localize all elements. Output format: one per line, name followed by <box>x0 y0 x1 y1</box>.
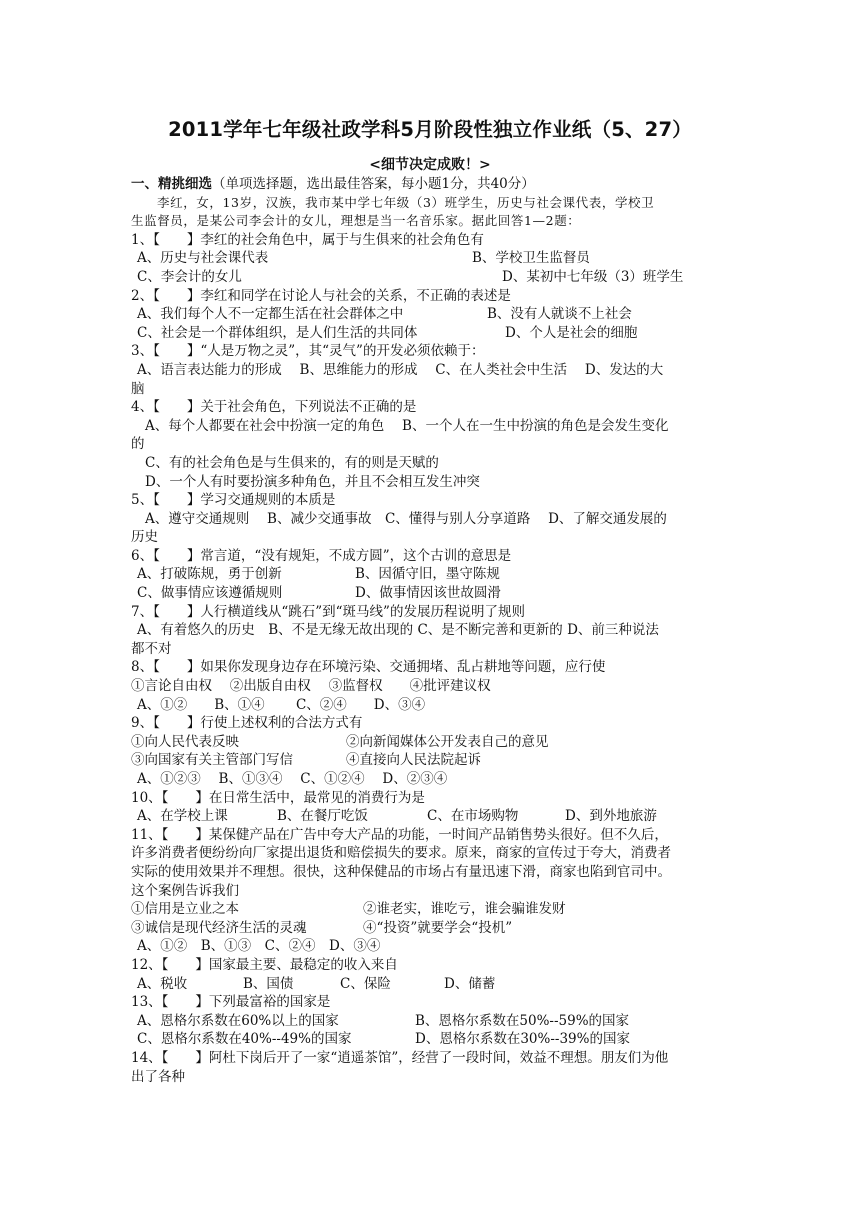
question-stem: 13、【 】下列最富裕的国家是 <box>131 994 331 1011</box>
question-stem: 8、【 】如果你发现身边存在环境污染、交通拥堵、乱占耕地等问题，应行使 <box>131 659 606 676</box>
intro-line: 生监督员，是某公司李会计的女儿，理想是当一名音乐家。据此回答1—2题： <box>131 213 581 229</box>
motto: <细节决定成败！> <box>369 157 491 173</box>
question-stem: 9、【 】行使上述权利的合法方式有 <box>131 715 363 732</box>
option: A、税收 <box>137 975 188 992</box>
question-stem: 3、【 】“人是万物之灵”，其“灵气”的开发必须依赖于： <box>131 343 485 360</box>
section-instructions: （单项选择题，选出最佳答案，每小题1分，共40分） <box>212 176 535 192</box>
option-row: A、①②③ B、①③④ C、①②④ D、②③④ <box>137 771 448 787</box>
option: C、恩格尔系数在40%--49%的国家 <box>137 1031 352 1048</box>
option-row: A、①② B、①④ C、②④ D、③④ <box>137 696 426 713</box>
question-stem: 2、【 】李红和同学在讨论人与社会的关系，不正确的表述是 <box>131 287 511 304</box>
option: C、社会是一个群体组织，是人们生活的共同体 <box>137 324 418 341</box>
question-stem: 4、【 】关于社会角色，下列说法不正确的是 <box>131 399 417 416</box>
option-row: D、一个人有时要扮演多种角色，并且不会相互发生冲突 <box>145 473 480 490</box>
option: D、个人是社会的细胞 <box>505 324 638 341</box>
statement-row <box>131 919 731 938</box>
statement: ④“投资”就要学会“投机” <box>363 919 513 936</box>
option: A、我们每个人不一定都生活在社会群体之中 <box>137 306 404 323</box>
option: B、学校卫生监督员 <box>472 250 590 267</box>
statement: ③诚信是现代经济生活的灵魂 <box>131 919 307 936</box>
question-text: 许多消费者便纷纷向厂家提出退货和赔偿损失的要求。原来，商家的宣传过于夸大，消费者 <box>131 845 671 862</box>
question-stem: 14、【 】阿杜下岗后开了一家“逍遥茶馆”，经营了一段时间，效益不理想。朋友们为他 <box>131 1049 669 1066</box>
question-stem: 6、【 】常言道，“没有规矩，不成方圆”，这个古训的意思是 <box>131 547 512 564</box>
option-row: A、每个人都要在社会中扮演一定的角色 B、一个人在一生中扮演的角色是会发生变化 <box>145 417 669 434</box>
question-stem: 7、【 】人行横道线从“跳石”到“斑马线”的发展历程说明了规则 <box>131 603 525 620</box>
statement: ①向人民代表反映 <box>131 733 239 750</box>
option-row <box>131 324 731 343</box>
option-row: 历史 <box>131 529 158 546</box>
statement: ③向国家有关主管部门写信 <box>131 752 293 769</box>
option-row <box>131 584 731 603</box>
option-row: 的 <box>131 436 145 453</box>
option: C、在市场购物 <box>427 808 519 825</box>
option-row <box>131 249 731 268</box>
option: D、做事情因该世故圆滑 <box>355 585 501 602</box>
option: C、做事情应该遵循规则 <box>137 585 283 602</box>
option-row: C、有的社会角色是与生俱来的，有的则是天赋的 <box>145 454 439 471</box>
question-stem: 11、【 】某保健产品在广告中夸大产品的功能，一时间产品销售势头很好。但不久后， <box>131 826 668 843</box>
statement: ④直接向人民法院起诉 <box>346 752 481 769</box>
option: D、储蓄 <box>444 975 496 992</box>
option-row <box>131 807 731 826</box>
option-row <box>131 305 731 324</box>
option: A、打破陈规，勇于创新 <box>137 566 282 583</box>
statement-row <box>131 751 731 770</box>
page-title: 2011学年七年级社政学科5月阶段性独立作业纸（5、27） <box>168 118 692 141</box>
option: B、恩格尔系数在50%--59%的国家 <box>415 1012 630 1029</box>
option: B、没有人就谈不上社会 <box>487 306 632 323</box>
option-row: A、语言表达能力的形成 B、思维能力的形成 C、在人类社会中生活 D、发达的大 <box>137 361 664 378</box>
option-row: A、有着悠久的历史 B、不是无缘无故出现的 C、是不断完善和更新的 D、前三种说法 <box>137 622 659 639</box>
option-row <box>131 975 731 994</box>
option: A、在学校上课 <box>137 808 228 825</box>
option: B、因循守旧，墨守陈规 <box>355 566 500 583</box>
option: D、某初中七年级（3）班学生 <box>502 268 684 285</box>
option: D、到外地旅游 <box>565 808 657 825</box>
option: D、恩格尔系数在30%--39%的国家 <box>415 1031 630 1048</box>
option: A、历史与社会课代表 <box>137 250 269 267</box>
question-stem: 12、【 】国家最主要、最稳定的收入来自 <box>131 956 398 973</box>
option: C、保险 <box>340 975 391 992</box>
question-stem: 1、【 】李红的社会角色中，属于与生俱来的社会角色有 <box>131 231 484 248</box>
question-stem: 5、【 】学习交通规则的本质是 <box>131 492 336 509</box>
option-row: A、遵守交通规则 B、减少交通事故 C、懂得与别人分享道路 D、了解交通发展的 <box>145 510 667 527</box>
option: B、在餐厅吃饭 <box>277 808 368 825</box>
statement: ①信用是立业之本 <box>131 901 239 918</box>
document-body <box>131 175 731 1086</box>
option-row <box>131 1030 731 1049</box>
option-row <box>131 565 731 584</box>
option: C、李会计的女儿 <box>137 268 242 285</box>
option-row <box>131 1012 731 1031</box>
statement: ②谁老实，谁吃亏，谁会骗谁发财 <box>363 901 566 918</box>
intro-line: 李红，女，13岁，汉族，我市某中学七年级（3）班学生，历史与社会课代表，学校卫 <box>157 194 655 210</box>
statement-row <box>131 900 731 919</box>
question-text: 这个案例告诉我们 <box>131 882 239 899</box>
option-row: 都不对 <box>131 640 172 657</box>
question-stem: 10、【 】在日常生活中，最常见的消费行为是 <box>131 789 425 806</box>
option: A、恩格尔系数在60%以上的国家 <box>137 1012 339 1029</box>
statement: ②向新闻媒体公开发表自己的意见 <box>346 733 549 750</box>
question-text: 出了各种 <box>131 1068 185 1085</box>
statement-row <box>131 733 731 752</box>
section-title: 一、精挑细选 <box>131 176 212 192</box>
option-row <box>131 268 731 287</box>
option: B、国债 <box>243 975 294 992</box>
section-heading <box>131 175 731 194</box>
question-text: 实际的使用效果并不理想。很快，这种保健品的市场占有量迅速下滑，商家也陷到官司中。 <box>131 863 671 880</box>
statement-row: ①言论自由权 ②出版自由权 ③监督权 ④批评建议权 <box>131 678 491 695</box>
option-row: 脑 <box>131 380 145 397</box>
option-row: A、①② B、①③ C、②④ D、③④ <box>137 938 381 955</box>
